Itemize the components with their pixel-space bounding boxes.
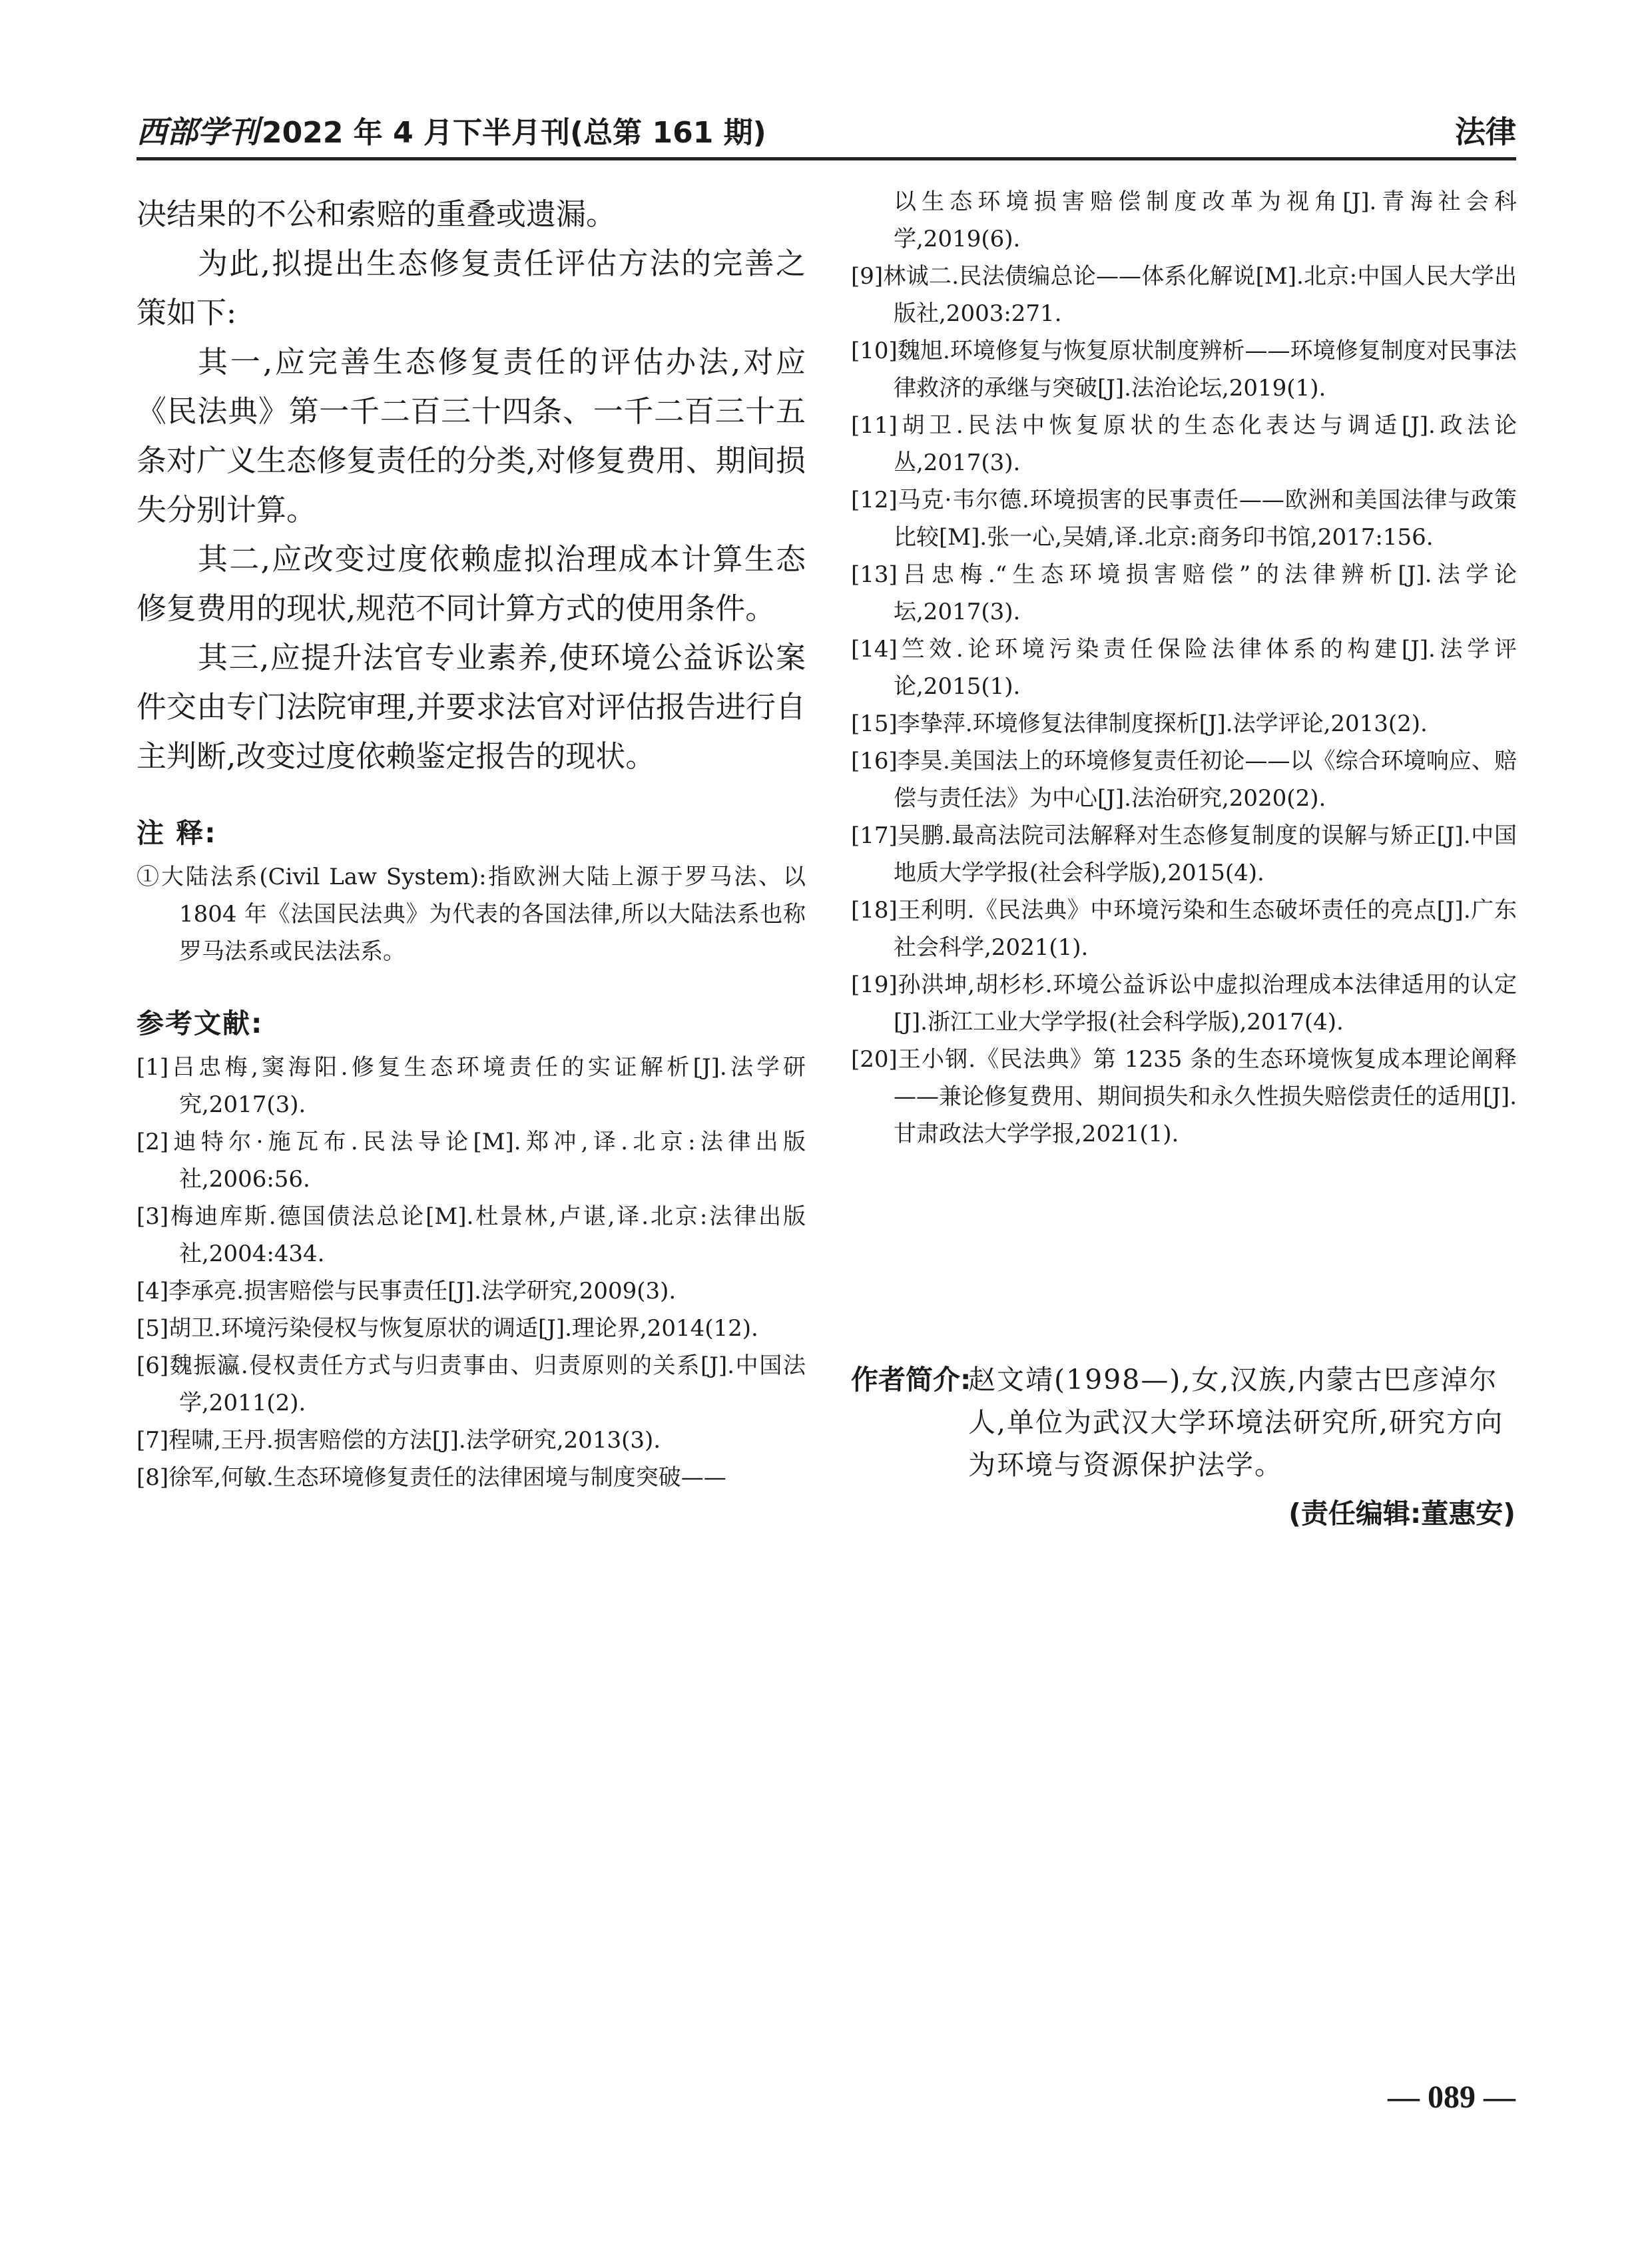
section-label: 法律 xyxy=(1455,114,1516,150)
body-paragraph: 决结果的不公和索赔的重叠或遗漏。 xyxy=(137,196,617,232)
reference-continuation: 以生态环境损害赔偿制度改革为视角[J].青海社会科学,2019(6). xyxy=(894,188,1517,252)
reference-item: [8]徐军,何敏.生态环境修复责任的法律困境与制度突破—— xyxy=(137,1464,726,1491)
journal-issue xyxy=(137,112,766,153)
reference-item: [2]迪特尔·施瓦布.民法导论[M].郑冲,译.北京:法律出版社,2006:56. xyxy=(137,1129,806,1193)
reference-item: [1]吕忠梅,窦海阳.修复生态环境责任的实证解析[J].法学研究,2017(3). xyxy=(137,1054,806,1118)
body-paragraph: 其二,应改变过度依赖虚拟治理成本计算生态修复费用的现状,规范不同计算方式的使用条件。 xyxy=(137,541,806,626)
reference-list-left xyxy=(137,1049,806,1496)
reference-item: [12]马克·韦尔德.环境损害的民事责任——欧洲和美国法律与政策比较[M].张一心,吴婧,译.北京:商务印书馆,2017:156. xyxy=(851,487,1517,551)
reference-item: [15]李挚萍.环境修复法律制度探析[J].法学评论,2013(2). xyxy=(851,710,1428,737)
reference-item: [6]魏振瀛.侵权责任方式与归责事由、归责原则的关系[J].中国法学,2011(2). xyxy=(137,1352,806,1416)
reference-item: [10]魏旭.环境修复与恢复原状制度辨析——环境修复制度对民事法律救济的承继与突破[J].法治论坛,2019(1). xyxy=(851,338,1517,402)
reference-item: [17]吴鹏.最高法院司法解释对生态修复制度的误解与矫正[J].中国地质大学学报(社会科学版),2015(4). xyxy=(851,822,1517,886)
author-bio-label: 作者简介: xyxy=(851,1364,971,1396)
body-paragraph: 其三,应提升法官专业素养,使环境公益诉讼案件交由专门法院审理,并要求法官对评估报告进行自主判断,改变过度依赖鉴定报告的现状。 xyxy=(137,640,806,774)
reference-item: [3]梅迪库斯.德国债法总论[M].杜景林,卢谌,译.北京:法律出版社,2004:434. xyxy=(137,1203,806,1267)
reference-item: [18]王利明.《民法典》中环境污染和生态破坏责任的亮点[J].广东社会科学,2021(1). xyxy=(851,897,1517,961)
right-column xyxy=(851,190,1517,1153)
page-header xyxy=(137,112,1516,160)
body-paragraph: 其一,应完善生态修复责任的评估办法,对应《民法典》第一千二百三十四条、一千二百三十五条对广义生态修复责任的分类,对修复费用、期间损失分别计算。 xyxy=(137,344,806,527)
references-title: 参考文献: xyxy=(137,1007,264,1039)
reference-item: [4]李承亮.损害赔偿与民事责任[J].法学研究,2009(3). xyxy=(137,1278,677,1304)
reference-item: [9]林诚二.民法债编总论——体系化解说[M].北京:中国人民大学出版社,2003:271. xyxy=(851,263,1517,327)
notes-title: 注 释: xyxy=(137,817,217,849)
journal-logo: 西部学刊 xyxy=(137,114,259,150)
issue-label: 2022 年 4 月下半月刊(总第 161 期) xyxy=(262,116,766,150)
reference-item: [13]吕忠梅.“生态环境损害赔偿”的法律辨析[J].法学论坛,2017(3). xyxy=(851,561,1517,625)
author-bio xyxy=(851,1358,1517,1486)
reference-item: [20]王小钢.《民法典》第 1235 条的生态环境恢复成本理论阐释——兼论修复费用、期间损失和永久性损失赔偿责任的适用[J].甘肃政法大学学报,2021(1). xyxy=(851,1046,1517,1147)
body-paragraph: 为此,拟提出生态修复责任评估方法的完善之策如下: xyxy=(137,246,806,330)
reference-item: [14]竺效.论环境污染责任保险法律体系的构建[J].法学评论,2015(1). xyxy=(851,636,1517,700)
reference-item: [11]胡卫.民法中恢复原状的生态化表达与调适[J].政法论丛,2017(3). xyxy=(851,412,1517,476)
author-bio-text: 赵文靖(1998—),女,汉族,内蒙古巴彦淖尔人,单位为武汉大学环境法研究所,研究方向为环境与资源保护法学。 xyxy=(968,1364,1504,1481)
note-item: ①大陆法系(Civil Law System):指欧洲大陆上源于罗马法、以1804 年《法国民法典》为代表的各国法律,所以大陆法系也称罗马法系或民法法系。 xyxy=(137,864,806,965)
left-column xyxy=(137,190,806,1496)
reference-item: [19]孙洪坤,胡杉杉.环境公益诉讼中虚拟治理成本法律适用的认定[J].浙江工业大学学报(社会科学版),2017(4). xyxy=(851,972,1517,1035)
page-number: — 089 — xyxy=(1388,2080,1515,2115)
responsible-editor: (责任编辑:董惠安) xyxy=(1288,1498,1515,1530)
reference-item: [5]胡卫.环境污染侵权与恢复原状的调适[J].理论界,2014(12). xyxy=(137,1315,758,1342)
reference-item: [16]李昊.美国法上的环境修复责任初论——以《综合环境响应、赔偿与责任法》为中心[J].法治研究,2020(2). xyxy=(851,748,1517,812)
reference-item: [7]程啸,王丹.损害赔偿的方法[J].法学研究,2013(3). xyxy=(137,1427,661,1454)
